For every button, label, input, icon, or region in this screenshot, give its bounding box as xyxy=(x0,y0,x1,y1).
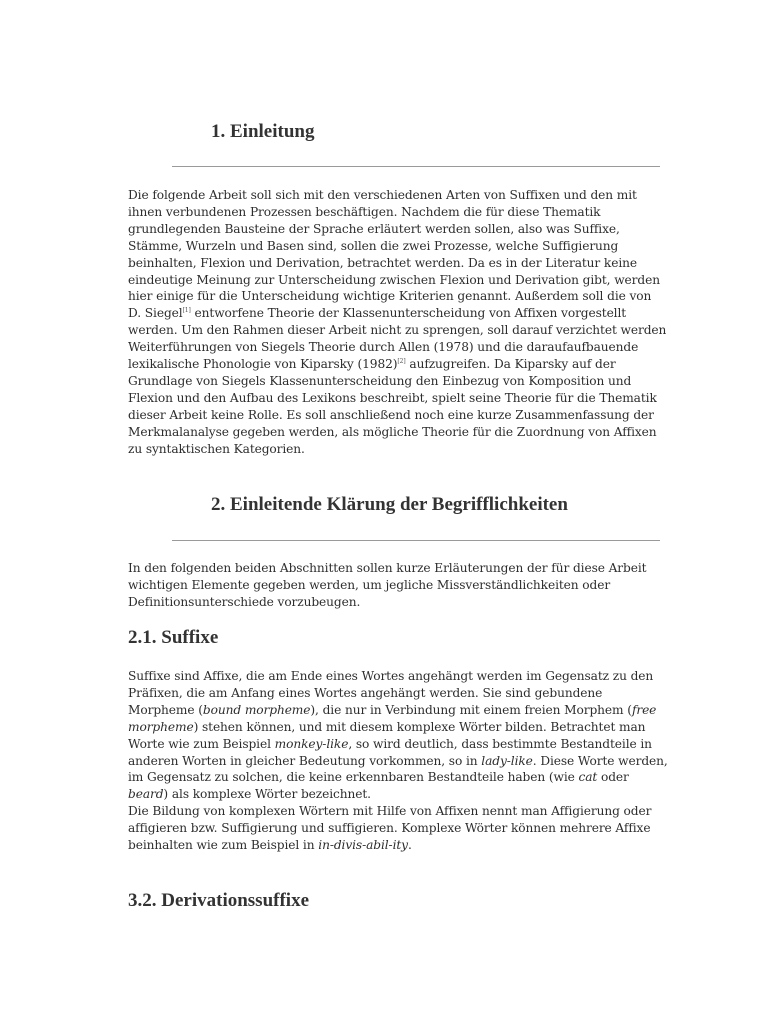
paragraph-suffixe xyxy=(128,668,668,854)
example-cat: cat xyxy=(578,770,598,785)
suffixe-text-6: oder xyxy=(597,770,629,785)
example-lady-like: lady-like xyxy=(481,753,533,768)
suffixe-text-8: Die Bildung von komplexen Wörtern mit Hilfe von Affixen nennt man Affigierung oder affigieren bzw. Suffigierung und suffigieren. Komplexe Wörter können mehrere Affixe beinhalten wie zum Beispiel in xyxy=(128,804,652,853)
suffixe-text-5: . Diese Worte werden, im Gegensatz zu solchen, die keine erkennbaren Bestandteile haben (wie xyxy=(128,753,668,785)
heading-einleitung: 1. Einleitung xyxy=(211,121,315,142)
suffixe-text-9: . xyxy=(407,838,412,853)
footnote-ref-2[interactable]: [2] xyxy=(397,358,406,365)
paragraph-einleitung-part-2: entworfene Theorie der Klassenunterscheidung von Affixen vorgestellt werden. Um den Rahmen dieser Arbeit nicht zu sprengen, soll darauf verzichtet werden Weiterführungen von Siegels Theorie durch Allen (1978) und die daraufaufbauende lexikalische Phonologie von Kiparsky (1982) xyxy=(128,306,667,372)
paragraph-begrifflichkeiten: In den folgenden beiden Abschnitten sollen kurze Erläuterungen der für diese Arbeit wichtigen Elemente gegeben werden, um jegliche Missverständlichkeiten oder Definitionsunterschiede vorzubeugen. xyxy=(128,561,647,609)
term-bound-morpheme: bound morpheme xyxy=(202,702,311,717)
example-monkey-like: monkey-like xyxy=(274,736,349,751)
divider-2 xyxy=(172,540,660,541)
heading-derivationssuffixe: 3.2. Derivationssuffixe xyxy=(128,890,310,911)
suffixe-text-4: , so wird deutlich, dass bestimmte Bestandteile in anderen Worten in gleicher Bedeutung vorkommen, so in xyxy=(128,736,652,768)
suffixe-text-3: ) stehen können, und mit diesem komplexe Wörter bilden. Betrachtet man Worte wie zum Beispiel xyxy=(128,719,646,751)
paragraph-einleitung-part-1: Die folgende Arbeit soll sich mit den verschiedenen Arten von Suffixen und den mit ihnen verbundenen Prozessen beschäftigen. Nachdem die für diese Thematik grundlegenden Bausteine der Sprache erläutert werden sollen, also was Suffixe, Stämme, Wurzeln und Basen sind, sollen die zwei Prozesse, welche Suffigierung beinhalten, Flexion und Derivation, betrachtet werden. Da es in der Literatur keine eindeutige Meinung zur Unterscheidung zwischen Flexion und Derivation gibt, werden hier einige für die Unterscheidung wichtige Kriterien genannt. Außerdem soll die von D. Siegel xyxy=(128,188,660,321)
paragraph-einleitung-part-3: aufzugreifen. Da Kiparsky auf der Grundlage von Siegels Klassenunterscheidung den Einbezug von Komposition und Flexion und den Aufbau des Lexikons beschreibt, spielt seine Theorie für die Thematik dieser Arbeit keine Rolle. Es soll anschließend noch eine kurze Zusammenfassung der Merkmalanalyse gegeben werden, als mögliche Theorie für die Zuordnung von Affixen zu syntaktischen Kategorien. xyxy=(128,357,657,456)
suffixe-text-1: Suffixe sind Affixe, die am Ende eines Wortes angehängt werden im Gegensatz zu den Präfixen, die am Anfang eines Wortes angehängt werden. Sie sind gebundene Morpheme ( xyxy=(128,669,654,717)
example-beard: beard xyxy=(128,787,164,802)
footnote-ref-1[interactable]: [1] xyxy=(182,307,191,315)
example-in-divis-abil-ity: in-divis-abil-ity xyxy=(318,838,408,853)
paragraph-einleitung xyxy=(128,187,668,458)
suffixe-text-7: ) als komplexe Wörter bezeichnet. xyxy=(163,787,371,802)
heading-suffixe: 2.1. Suffixe xyxy=(128,627,219,648)
divider-1 xyxy=(172,166,660,167)
term-free-morpheme: free morpheme xyxy=(128,702,657,734)
suffixe-text-2: ), die nur in Verbindung mit einem freien Morphem ( xyxy=(310,702,632,717)
heading-begrifflichkeiten: 2. Einleitende Klärung der Begrifflichkeiten xyxy=(211,494,568,515)
